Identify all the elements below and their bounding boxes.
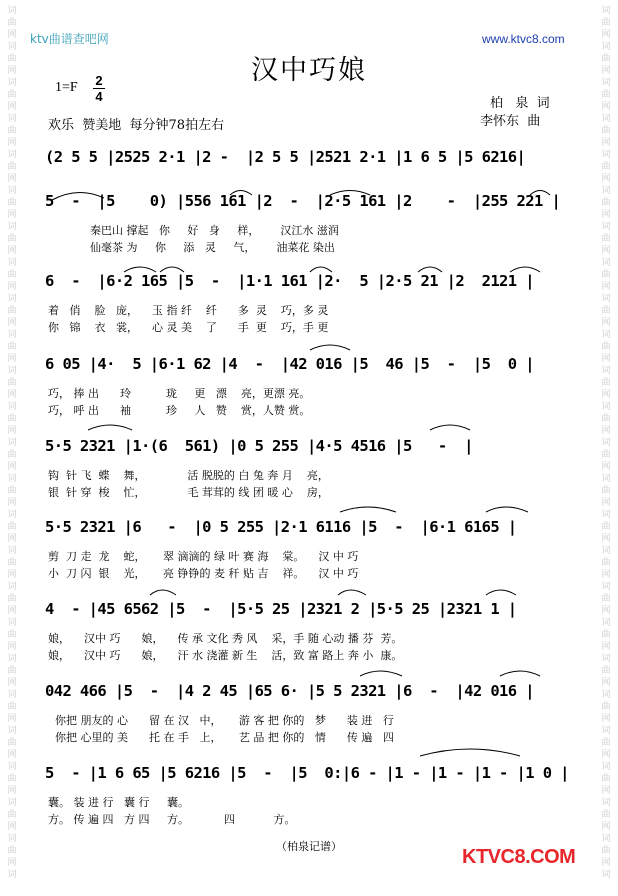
composer-credit: 李怀东 曲	[480, 114, 541, 129]
notation-line: 6 05 |4· 5 |6·1 62 |4 - |42 016 |5 46 |5 - |5 0 |	[45, 355, 534, 373]
watermark-char: 词	[601, 762, 611, 772]
watermark-char: 网	[601, 642, 611, 652]
notation-line: (2 5 5 |2525 2·1 |2 - |2 5 5 |2521 2·1 |1 6 5 |5 6216|	[45, 148, 526, 166]
tempo-marking: 欢乐 赞美地 每分钟78拍左右	[48, 118, 225, 133]
notation-line: 5·5 2321 |6 - |0 5 255 |2·1 6116 |5 - |6·1 6165 |	[45, 518, 517, 536]
slur-curve	[486, 590, 516, 595]
watermark-char: 词	[601, 618, 611, 628]
watermark-char: 词	[601, 474, 611, 484]
watermark-char: 网	[601, 570, 611, 580]
watermark-char: 曲	[7, 378, 17, 388]
slur-curve	[530, 191, 550, 196]
watermark-char: 网	[7, 210, 17, 220]
watermark-char: 曲	[601, 414, 611, 424]
watermark-char: 网	[601, 282, 611, 292]
watermark-char: 曲	[601, 234, 611, 244]
watermark-char: 词	[601, 834, 611, 844]
lyric-line: 钩 针 飞 蝶 舞， 活 脱脱的 白 兔 奔 月 亮，	[48, 469, 329, 482]
time-signature-top: 2	[95, 73, 103, 88]
watermark-char: 曲	[601, 162, 611, 172]
watermark-char: 曲	[7, 738, 17, 748]
watermark-char: 网	[601, 606, 611, 616]
watermark-char: 曲	[601, 630, 611, 640]
slur-curve	[340, 507, 396, 512]
watermark-char: 曲	[7, 90, 17, 100]
watermark-char: 曲	[7, 126, 17, 136]
lyric-line: 娘， 汉中 巧 娘， 汗 水 浇灌 新 生 活，致 富 路上 奔 小 康。	[48, 649, 403, 662]
tie-curve	[420, 749, 520, 756]
notation-line: 6 - |6·2 165 |5 - |1·1 161 |2· 5 |2·5 21 |2 2121 |	[45, 272, 534, 290]
watermark-char: 网	[601, 318, 611, 328]
watermark-char: 曲	[601, 306, 611, 316]
watermark-char: 网	[7, 174, 17, 184]
watermark-char: 词	[601, 222, 611, 232]
song-title: 汉中巧娘	[251, 55, 367, 86]
watermark-char: 词	[601, 294, 611, 304]
watermark-char: 曲	[601, 810, 611, 820]
tie-curve	[52, 192, 104, 200]
watermark-char: 曲	[7, 594, 17, 604]
watermark-char: 曲	[7, 558, 17, 568]
watermark-char: 词	[7, 402, 17, 412]
watermark-char: 网	[7, 822, 17, 832]
watermark-char: 词	[601, 258, 611, 268]
watermark-char: 曲	[601, 126, 611, 136]
watermark-char: 曲	[7, 486, 17, 496]
slur-curve	[430, 425, 470, 430]
watermark-char: 曲	[7, 630, 17, 640]
watermark-char: 词	[601, 582, 611, 592]
watermark-char: 网	[7, 138, 17, 148]
watermark-char: 曲	[601, 702, 611, 712]
watermark-char: 词	[7, 798, 17, 808]
lyric-line: 秦巴山 撑起 你 好 身 样， 汉江水 滋润	[48, 224, 339, 237]
watermark-char: 网	[7, 462, 17, 472]
watermark-char: 词	[601, 510, 611, 520]
lyric-line: 方。 传 遍 四 方 四 方。 四 方。	[48, 813, 296, 826]
lyric-line: 囊。 装 进 行 囊 行 囊。	[48, 796, 189, 809]
lyric-line: 银 针 穿 梭 忙， 毛 茸茸的 线 团 暖 心 房，	[48, 486, 329, 499]
watermark-char: 曲	[7, 18, 17, 28]
watermark-char: 词	[601, 402, 611, 412]
lyric-line: 你把 朋友的 心 留 在 汉 中， 游 客 把 你的 梦 装 进 行	[48, 714, 394, 727]
watermark-char: 网	[601, 462, 611, 472]
watermark-char: 网	[7, 750, 17, 760]
watermark-char: 词	[7, 222, 17, 232]
watermark-char: 词	[601, 42, 611, 52]
watermark-char: 网	[7, 534, 17, 544]
watermark-char: 曲	[601, 342, 611, 352]
watermark-char: 词	[601, 870, 611, 880]
transcriber-credit: （柏泉记谱）	[276, 840, 342, 853]
slur-curve	[230, 191, 252, 196]
watermark-char: 词	[7, 438, 17, 448]
watermark-char: 词	[7, 510, 17, 520]
watermark-char: 词	[7, 618, 17, 628]
lyric-line: 着 俏 脸 庞， 玉 指 纤 纤 多 灵 巧，多 灵	[48, 304, 329, 317]
watermark-char: 网	[601, 174, 611, 184]
watermark-char: 曲	[7, 234, 17, 244]
slur-curve	[486, 507, 528, 512]
watermark-char: 网	[601, 210, 611, 220]
watermark-char: 网	[7, 426, 17, 436]
watermark-char: 网	[601, 786, 611, 796]
watermark-char: 曲	[601, 450, 611, 460]
watermark-char: 网	[7, 570, 17, 580]
watermark-char: 词	[7, 582, 17, 592]
watermark-char: 词	[601, 798, 611, 808]
watermark-char: 词	[7, 366, 17, 376]
watermark-char: 词	[601, 438, 611, 448]
site-name-left[interactable]: ktv曲谱查吧网	[30, 32, 109, 46]
watermark-char: 曲	[601, 666, 611, 676]
watermark-char: 词	[7, 870, 17, 880]
slur-curve	[510, 267, 540, 272]
watermark-char: 词	[601, 78, 611, 88]
lyric-line: 巧， 捧 出 玲 珑 更 漂 亮，更漂 亮。	[48, 387, 311, 400]
watermark-char: 曲	[7, 162, 17, 172]
lyric-line: 你 锦 衣 裳， 心 灵 美 了 手 更 巧，手 更	[48, 321, 329, 334]
watermark-char: 网	[601, 246, 611, 256]
notation-line: 4 - |45 6562 |5 - |5·5 25 |2321 2 |5·5 25 |2321 1 |	[45, 600, 517, 618]
watermark-char: 词	[7, 186, 17, 196]
watermark-char: 网	[7, 678, 17, 688]
watermark-char: 网	[7, 786, 17, 796]
watermark-char: 词	[7, 258, 17, 268]
notation-line: 5·5 2321 |1·(6 561) |0 5 255 |4·5 4516 |5 - |	[45, 437, 473, 455]
watermark-char: 网	[7, 30, 17, 40]
watermark-char: 曲	[7, 666, 17, 676]
watermark-char: 网	[601, 858, 611, 868]
watermark-char: 曲	[601, 54, 611, 64]
watermark-char: 词	[7, 78, 17, 88]
watermark-char: 词	[601, 6, 611, 16]
watermark-char: 网	[7, 318, 17, 328]
watermark-char: 网	[7, 642, 17, 652]
watermark-char: 网	[7, 102, 17, 112]
watermark-char: 曲	[601, 378, 611, 388]
watermark-char: 网	[601, 138, 611, 148]
lyric-line: 仙毫茶 为 你 添 灵 气， 油菜花 染出	[48, 241, 335, 254]
watermark-char: 词	[7, 726, 17, 736]
watermark-char: 网	[7, 606, 17, 616]
watermark-char: 曲	[7, 306, 17, 316]
site-url-right[interactable]: www.ktvc8.com	[482, 32, 565, 46]
watermark-char: 词	[7, 690, 17, 700]
watermark-char: 网	[601, 426, 611, 436]
watermark-char: 网	[7, 246, 17, 256]
notation-line: 5 - |1 6 65 |5 6216 |5 - |5 0:|6 - |1 - |1 - |1 - |1 0 |	[45, 764, 569, 782]
watermark-char: 词	[601, 690, 611, 700]
watermark-char: 网	[601, 714, 611, 724]
watermark-char: 曲	[7, 270, 17, 280]
watermark-char: 曲	[7, 702, 17, 712]
watermark-char: 词	[601, 726, 611, 736]
slur-curve	[310, 345, 350, 350]
watermark-char: 词	[601, 654, 611, 664]
watermark-char: 网	[7, 858, 17, 868]
watermark-char: 曲	[7, 342, 17, 352]
watermark-char: 曲	[7, 450, 17, 460]
watermark-char: 网	[601, 390, 611, 400]
watermark-char: 网	[7, 66, 17, 76]
slur-curve	[500, 671, 540, 676]
watermark-char: 词	[7, 114, 17, 124]
watermark-char: 曲	[7, 774, 17, 784]
watermark-char: 词	[601, 114, 611, 124]
watermark-char: 曲	[601, 18, 611, 28]
watermark-char: 曲	[601, 198, 611, 208]
lyricist-credit: 柏 泉 词	[490, 96, 550, 111]
watermark-char: 曲	[601, 90, 611, 100]
watermark-char: 词	[7, 834, 17, 844]
watermark-char: 词	[7, 474, 17, 484]
watermark-char: 曲	[601, 846, 611, 856]
lyric-line: 你把 心里的 美 托 在 手 上， 艺 品 把 你的 情 传 遍 四	[48, 731, 394, 744]
watermark-char: 词	[7, 330, 17, 340]
watermark-char: 词	[7, 762, 17, 772]
watermark-char: 词	[7, 42, 17, 52]
watermark-char: 曲	[7, 54, 17, 64]
slur-curve	[418, 267, 442, 272]
watermark-char: 词	[7, 294, 17, 304]
watermark-char: 网	[601, 498, 611, 508]
slur-curve	[338, 590, 366, 595]
watermark-char: 网	[601, 822, 611, 832]
lyric-line: 娘， 汉中 巧 娘， 传 承 文化 秀 风 采，手 随 心动 播 芬 芳。	[48, 632, 403, 645]
watermark-char: 曲	[7, 810, 17, 820]
slur-curve	[124, 267, 156, 272]
watermark-char: 词	[601, 150, 611, 160]
watermark-char: 曲	[7, 198, 17, 208]
watermark-char: 网	[7, 714, 17, 724]
slur-curve	[88, 425, 132, 430]
notation-line: 042 466 |5 - |4 2 45 |65 6· |5 5 2321 |6 - |42 016 |	[45, 682, 534, 700]
watermark-char: 曲	[601, 522, 611, 532]
watermark-char: 曲	[601, 594, 611, 604]
watermark-char: 网	[601, 66, 611, 76]
watermark-char: 曲	[601, 486, 611, 496]
watermark-char: 网	[601, 354, 611, 364]
lyric-line: 小 刀 闪 银 光， 亮 铮铮的 麦 秆 贴 吉 祥。 汉 中 巧	[48, 567, 359, 580]
watermark-char: 网	[601, 678, 611, 688]
watermark-char: 网	[7, 282, 17, 292]
watermark-char: 词	[601, 366, 611, 376]
watermark-char: 词	[7, 546, 17, 556]
notation-line: 5 - |5 0) |556 161 |2 - |2·5 161 |2 - |255 221 |	[45, 192, 561, 210]
watermark-char: 曲	[7, 414, 17, 424]
site-logo[interactable]: KTVC8.COM	[462, 846, 576, 868]
watermark-char: 网	[7, 354, 17, 364]
slur-curve	[150, 590, 176, 595]
watermark-char: 网	[601, 534, 611, 544]
slur-curve	[330, 191, 370, 196]
watermark-char: 词	[601, 546, 611, 556]
watermark-char: 曲	[601, 270, 611, 280]
watermark-char: 曲	[601, 738, 611, 748]
watermark-char: 曲	[601, 774, 611, 784]
watermark-char: 网	[7, 390, 17, 400]
time-signature-bottom: 4	[95, 89, 103, 104]
watermark-char: 网	[7, 498, 17, 508]
watermark-char: 曲	[601, 558, 611, 568]
watermark-char: 词	[601, 330, 611, 340]
watermark-char: 词	[7, 654, 17, 664]
watermark-char: 曲	[7, 846, 17, 856]
watermark-char: 网	[601, 30, 611, 40]
lyric-line: 剪 刀 走 龙 蛇， 翠 滴滴的 绿 叶 赛 海 棠。 汉 中 巧	[48, 550, 359, 563]
key-signature: 1=F	[55, 80, 78, 95]
slur-curve	[160, 267, 184, 272]
watermark-char: 网	[601, 102, 611, 112]
lyric-line: 巧， 呼 出 袖 珍 人 赞 赏，人赞 赏。	[48, 404, 311, 417]
watermark-char: 曲	[7, 522, 17, 532]
watermark-char: 网	[601, 750, 611, 760]
slur-curve	[360, 671, 402, 676]
watermark-char: 词	[7, 150, 17, 160]
slur-curve	[310, 267, 332, 272]
watermark-char: 词	[7, 6, 17, 16]
watermark-char: 词	[601, 186, 611, 196]
